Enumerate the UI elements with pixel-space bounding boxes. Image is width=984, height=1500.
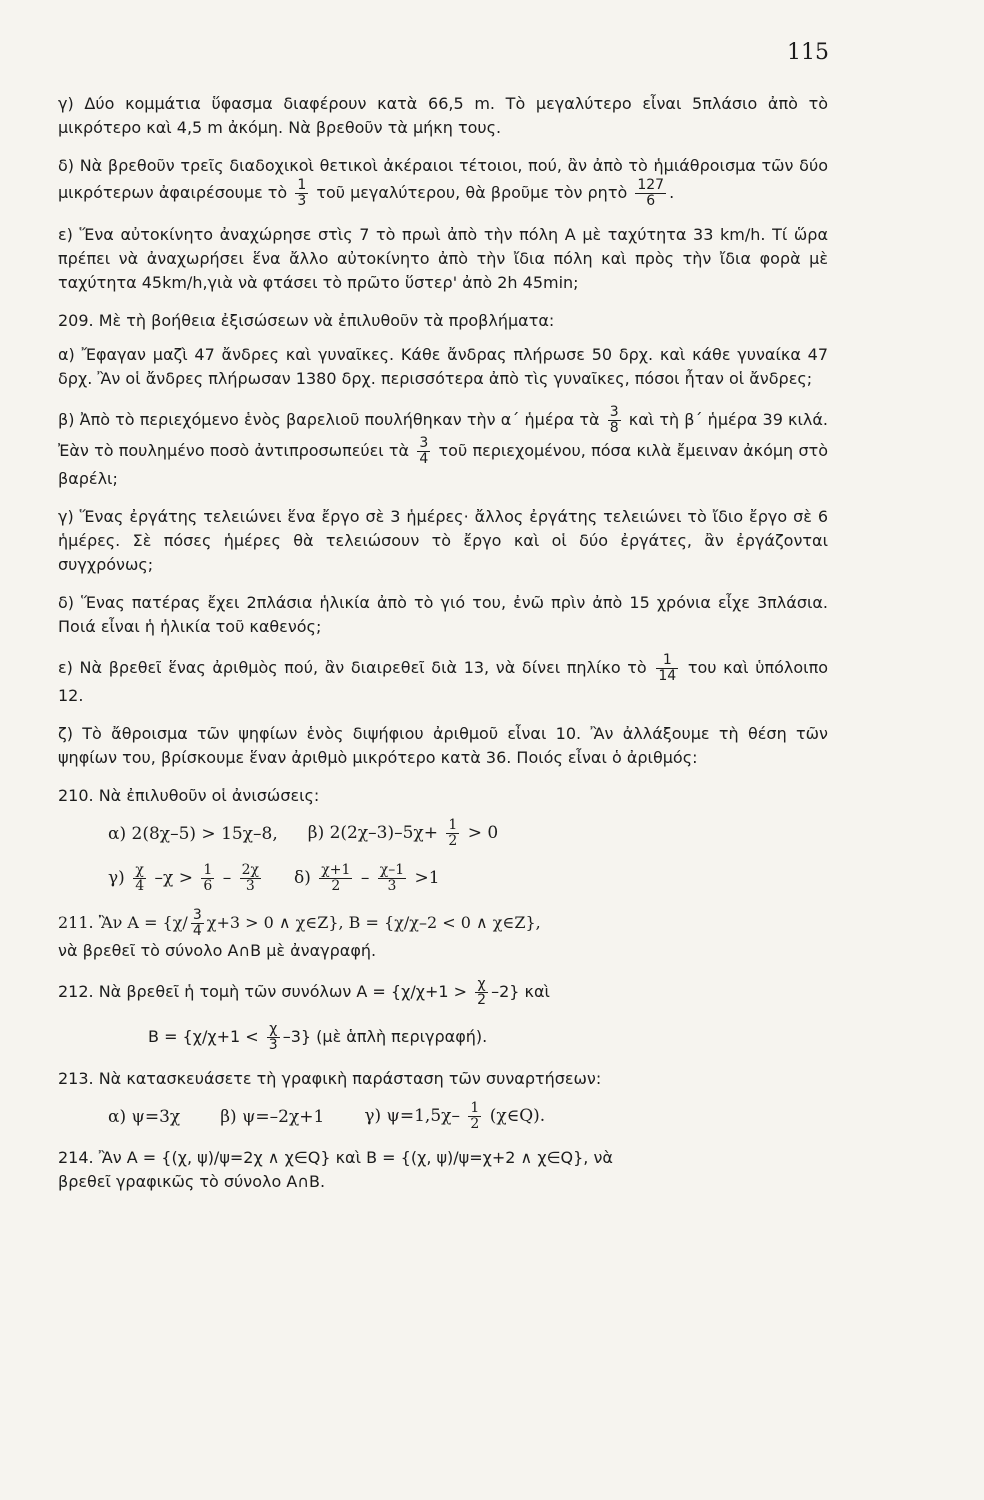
text: βρεθεῖ γραφικῶς τὸ σύνολο Α∩Β. <box>58 1172 326 1191</box>
exercise-211 <box>58 908 828 963</box>
exercise-209z: ζ) Τὸ ἄθροισμα τῶν ψηφίων ἑνὸς διψήφιου ἀριθμοῦ εἶναι 10. Ἂν ἀλλάξουμε τὴ θέση τῶν ψηφίων του, βρίσκουμε ἕναν ἀριθμὸ μικρότερο κατὰ 36. Ποιός εἶναι ὁ ἀριθμός: <box>58 724 828 767</box>
fraction <box>635 178 666 209</box>
fraction <box>191 908 204 939</box>
text: νὰ βρεθεῖ τὸ σύνολο Α∩Β μὲ ἀναγραφή. <box>58 941 377 960</box>
denominator: 3 <box>268 1037 278 1053</box>
numerator: 3 <box>192 907 202 923</box>
numerator: χ <box>267 1022 280 1038</box>
denominator: 6 <box>203 878 213 894</box>
numerator: 3 <box>609 404 619 420</box>
page-number: 115 <box>787 40 829 65</box>
numerator: χ <box>133 863 146 879</box>
exercise-209e <box>58 653 828 708</box>
fraction <box>468 1101 481 1132</box>
numerator: 1 <box>656 653 678 669</box>
denominator: 2 <box>448 833 458 849</box>
exercise-209-heading: 209. Μὲ τὴ βοήθεια ἐξισώσεων νὰ ἐπιλυθοῦν τὰ προβλήματα: <box>58 311 555 330</box>
exercise-209a: α) Ἔφαγαν μαζὶ 47 ἄνδρες καὶ γυναῖκες. Κάθε ἄνδρας πλήρωσε 50 δρχ. καὶ κάθε γυναίκα 47 δρχ. Ἂν οἱ ἄνδρες πλήρωσαν 1380 δρχ. περισσότερα ἀπὸ τὶς γυναῖκες, πόσοι ἦταν οἱ ἄνδρες; <box>58 345 828 388</box>
denominator: 6 <box>646 193 656 209</box>
fraction <box>656 653 678 684</box>
exercise-210-heading: 210. Νὰ ἐπιλυθοῦν οἱ ἀνισώσεις: <box>58 786 320 805</box>
exercise-212 <box>58 977 828 1053</box>
text: δ) <box>294 868 311 888</box>
fraction <box>475 977 488 1008</box>
denominator: 8 <box>609 420 619 436</box>
denominator: 3 <box>297 193 307 209</box>
exercise-213-heading: 213. Νὰ κατασκευάσετε τὴ γραφικὴ παράσταση τῶν συναρτήσεων: <box>58 1069 602 1088</box>
inequality-a: α) 2(8χ–5) > 15χ–8, <box>108 823 278 844</box>
numerator: 1 <box>203 862 213 878</box>
denominator: 2 <box>331 878 341 894</box>
text: – <box>360 868 370 888</box>
fraction <box>133 863 146 894</box>
denominator: 14 <box>658 668 677 684</box>
exercise-208d: δ) Νὰ βρεθοῦν τρεῖς διαδοχικοὶ θετικοὶ ἀκέραιοι τέτοιοι, πού, ἂν ἀπὸ τὸ ἡμιάθροισμα τῶν δύο μικρότερων ἀφαιρέσουμε τὸ $\frac{1}{3}$ τοῦ μεγαλύτερου, θὰ βροῦμε τὸν ρητὸ $\frac{127}{6}$ . <box>58 156 828 209</box>
text: γ) ψ=1,5χ– <box>364 1106 460 1126</box>
text: τοῦ περιεχομένου, πόσα κιλὰ ἔμειναν ἀκόμη στὸ βαρέλι; <box>58 441 829 488</box>
numerator: 127 <box>637 177 665 193</box>
text: > 0 <box>467 823 499 843</box>
inequality-b <box>308 818 498 849</box>
function-b: β) ψ=–2χ+1 <box>220 1106 325 1127</box>
text: (χ∈Q). <box>489 1106 546 1126</box>
text: καὶ τὴ β΄ ἡμέρα 39 κιλά. Ἐὰν τὸ πουλημένο ποσὸ ἀντιπροσωπεύει τὰ <box>58 410 828 460</box>
exercise-209c: γ) Ἕνας ἐργάτης τελειώνει ἕνα ἔργο σὲ 3 ἡμέρες· ἄλλος ἐργάτης τελειώνει τὸ ἴδιο ἔργο σὲ 6 ἡμέρες. Σὲ πόσες ἡμέρες θὰ τελειώσουν τὸ ἔργο καὶ οἱ δύο ἐργάτες, ἂν ἐργάζονται συγχρόνως; <box>58 507 828 574</box>
text: β) 2(2χ–3)–5χ+ <box>307 823 438 843</box>
fraction <box>319 863 352 894</box>
text: –3} (μὲ ἁπλὴ περιγραφή). <box>282 1027 488 1046</box>
set-b-line <box>148 1022 487 1053</box>
text: β) Ἀπὸ τὸ περιεχόμενο ἑνὸς βαρελιοῦ πουλήθηκαν τὴν α΄ ἡμέρα τὰ <box>58 410 600 429</box>
text: 212. Νὰ βρεθεῖ ἡ τομὴ τῶν συνόλων Α = {χ/χ+1 > <box>58 982 468 1001</box>
inequality-d <box>294 863 440 894</box>
page-content <box>58 92 828 1208</box>
exercise-208c: γ) Δύο κομμάτια ὕφασμα διαφέρουν κατὰ 66,5 m. Τὸ μεγαλύτερο εἶναι 5πλάσιο ἀπὸ τὸ μικρότερο καὶ 4,5 m ἀκόμη. Νὰ βρεθοῦν τὰ μήκη τους. <box>58 94 828 137</box>
inequalities-row-2 <box>108 863 828 894</box>
numerator: χ–1 <box>379 862 405 878</box>
text: >1 <box>414 868 440 888</box>
numerator: χ <box>475 977 488 993</box>
fraction <box>378 863 406 894</box>
denominator: 3 <box>245 878 255 894</box>
numerator: 3 <box>419 435 429 451</box>
numerator: 1 <box>448 817 458 833</box>
text: Β = {χ/χ+1 < <box>148 1027 259 1046</box>
numerator: 1 <box>297 177 307 193</box>
denominator: 4 <box>419 451 429 467</box>
denominator: 4 <box>135 878 145 894</box>
text: ε) Νὰ βρεθεῖ ἕνας ἀριθμὸς πού, ἂν διαιρεθεῖ διὰ 13, νὰ δίνει πηλίκο τὸ <box>58 658 647 677</box>
text: 214. Ἂν Α = {(χ, ψ)/ψ=2χ ∧ χ∈Q} καὶ Β = {(χ, ψ)/ψ=χ+2 ∧ χ∈Q}, νὰ <box>58 1148 613 1167</box>
functions-row <box>108 1101 828 1132</box>
inequality-c <box>108 863 264 894</box>
text: 211. Ἂν Α = {χ/ <box>58 913 188 932</box>
exercise-209b <box>58 405 828 491</box>
numerator: 2χ <box>241 862 260 878</box>
fraction <box>446 818 459 849</box>
exercise-209d: δ) Ἕνας πατέρας ἔχει 2πλάσια ἡλικία ἀπὸ τὸ γιό του, ἐνῶ πρὶν ἀπὸ 15 χρόνια εἶχε 3πλάσια. Ποιά εἶναι ἡ ἡλικία τοῦ καθενός; <box>58 593 828 636</box>
exercise-208e: ε) Ἕνα αὐτοκίνητο ἀναχώρησε στὶς 7 τὸ πρωὶ ἀπὸ τὴν πόλη Α μὲ ταχύτητα 33 km/h. Τί ὥρα πρέπει νὰ ἀναχωρήσει ἕνα ἄλλο αὐτοκίνητο ἀπὸ τὴν ἴδια πόλη καὶ πρὸς τὴν ἴδια φορὰ μὲ ταχύτητα 45km/h,γιὰ νὰ φτάσει τὸ πρῶτο ὕστερ' ἀπὸ 2h 45min; <box>58 225 828 292</box>
fraction <box>417 436 430 467</box>
text: – <box>222 868 232 888</box>
function-c <box>364 1101 545 1132</box>
numerator: 1 <box>470 1100 480 1116</box>
text: δ) Νὰ βρεθοῦν τρεῖς διαδοχικοὶ θετικοὶ ἀκέραιοι τέτοιοι, πού, ἂν ἀπὸ τὸ ἡμιάθροισμα τῶν δύο μικρότερων ἀφαιρέσουμε τὸ <box>58 156 828 202</box>
denominator: 4 <box>192 923 202 939</box>
inequalities-row-1 <box>108 818 828 849</box>
text: –χ > <box>154 868 193 888</box>
fraction <box>240 863 261 894</box>
fraction <box>201 863 214 894</box>
fraction <box>267 1022 280 1053</box>
exercise-214 <box>58 1146 828 1194</box>
fraction <box>608 405 621 436</box>
text: –2} καὶ <box>491 982 550 1001</box>
numerator: χ+1 <box>321 862 351 878</box>
fraction <box>295 178 308 209</box>
text: τοῦ μεγαλύτερου, θὰ βροῦμε τὸν ρητὸ <box>316 183 628 202</box>
text: του καὶ ὑπόλοιπο 12. <box>58 658 828 705</box>
function-a: α) ψ=3χ <box>108 1106 181 1127</box>
denominator: 2 <box>470 1116 480 1132</box>
text: γ) <box>108 868 125 888</box>
denominator: 2 <box>477 992 487 1008</box>
denominator: 3 <box>387 878 397 894</box>
text: χ+3 > 0 ∧ χ∈Z}, Β = {χ/χ–2 < 0 ∧ χ∈Z}, <box>206 913 541 932</box>
